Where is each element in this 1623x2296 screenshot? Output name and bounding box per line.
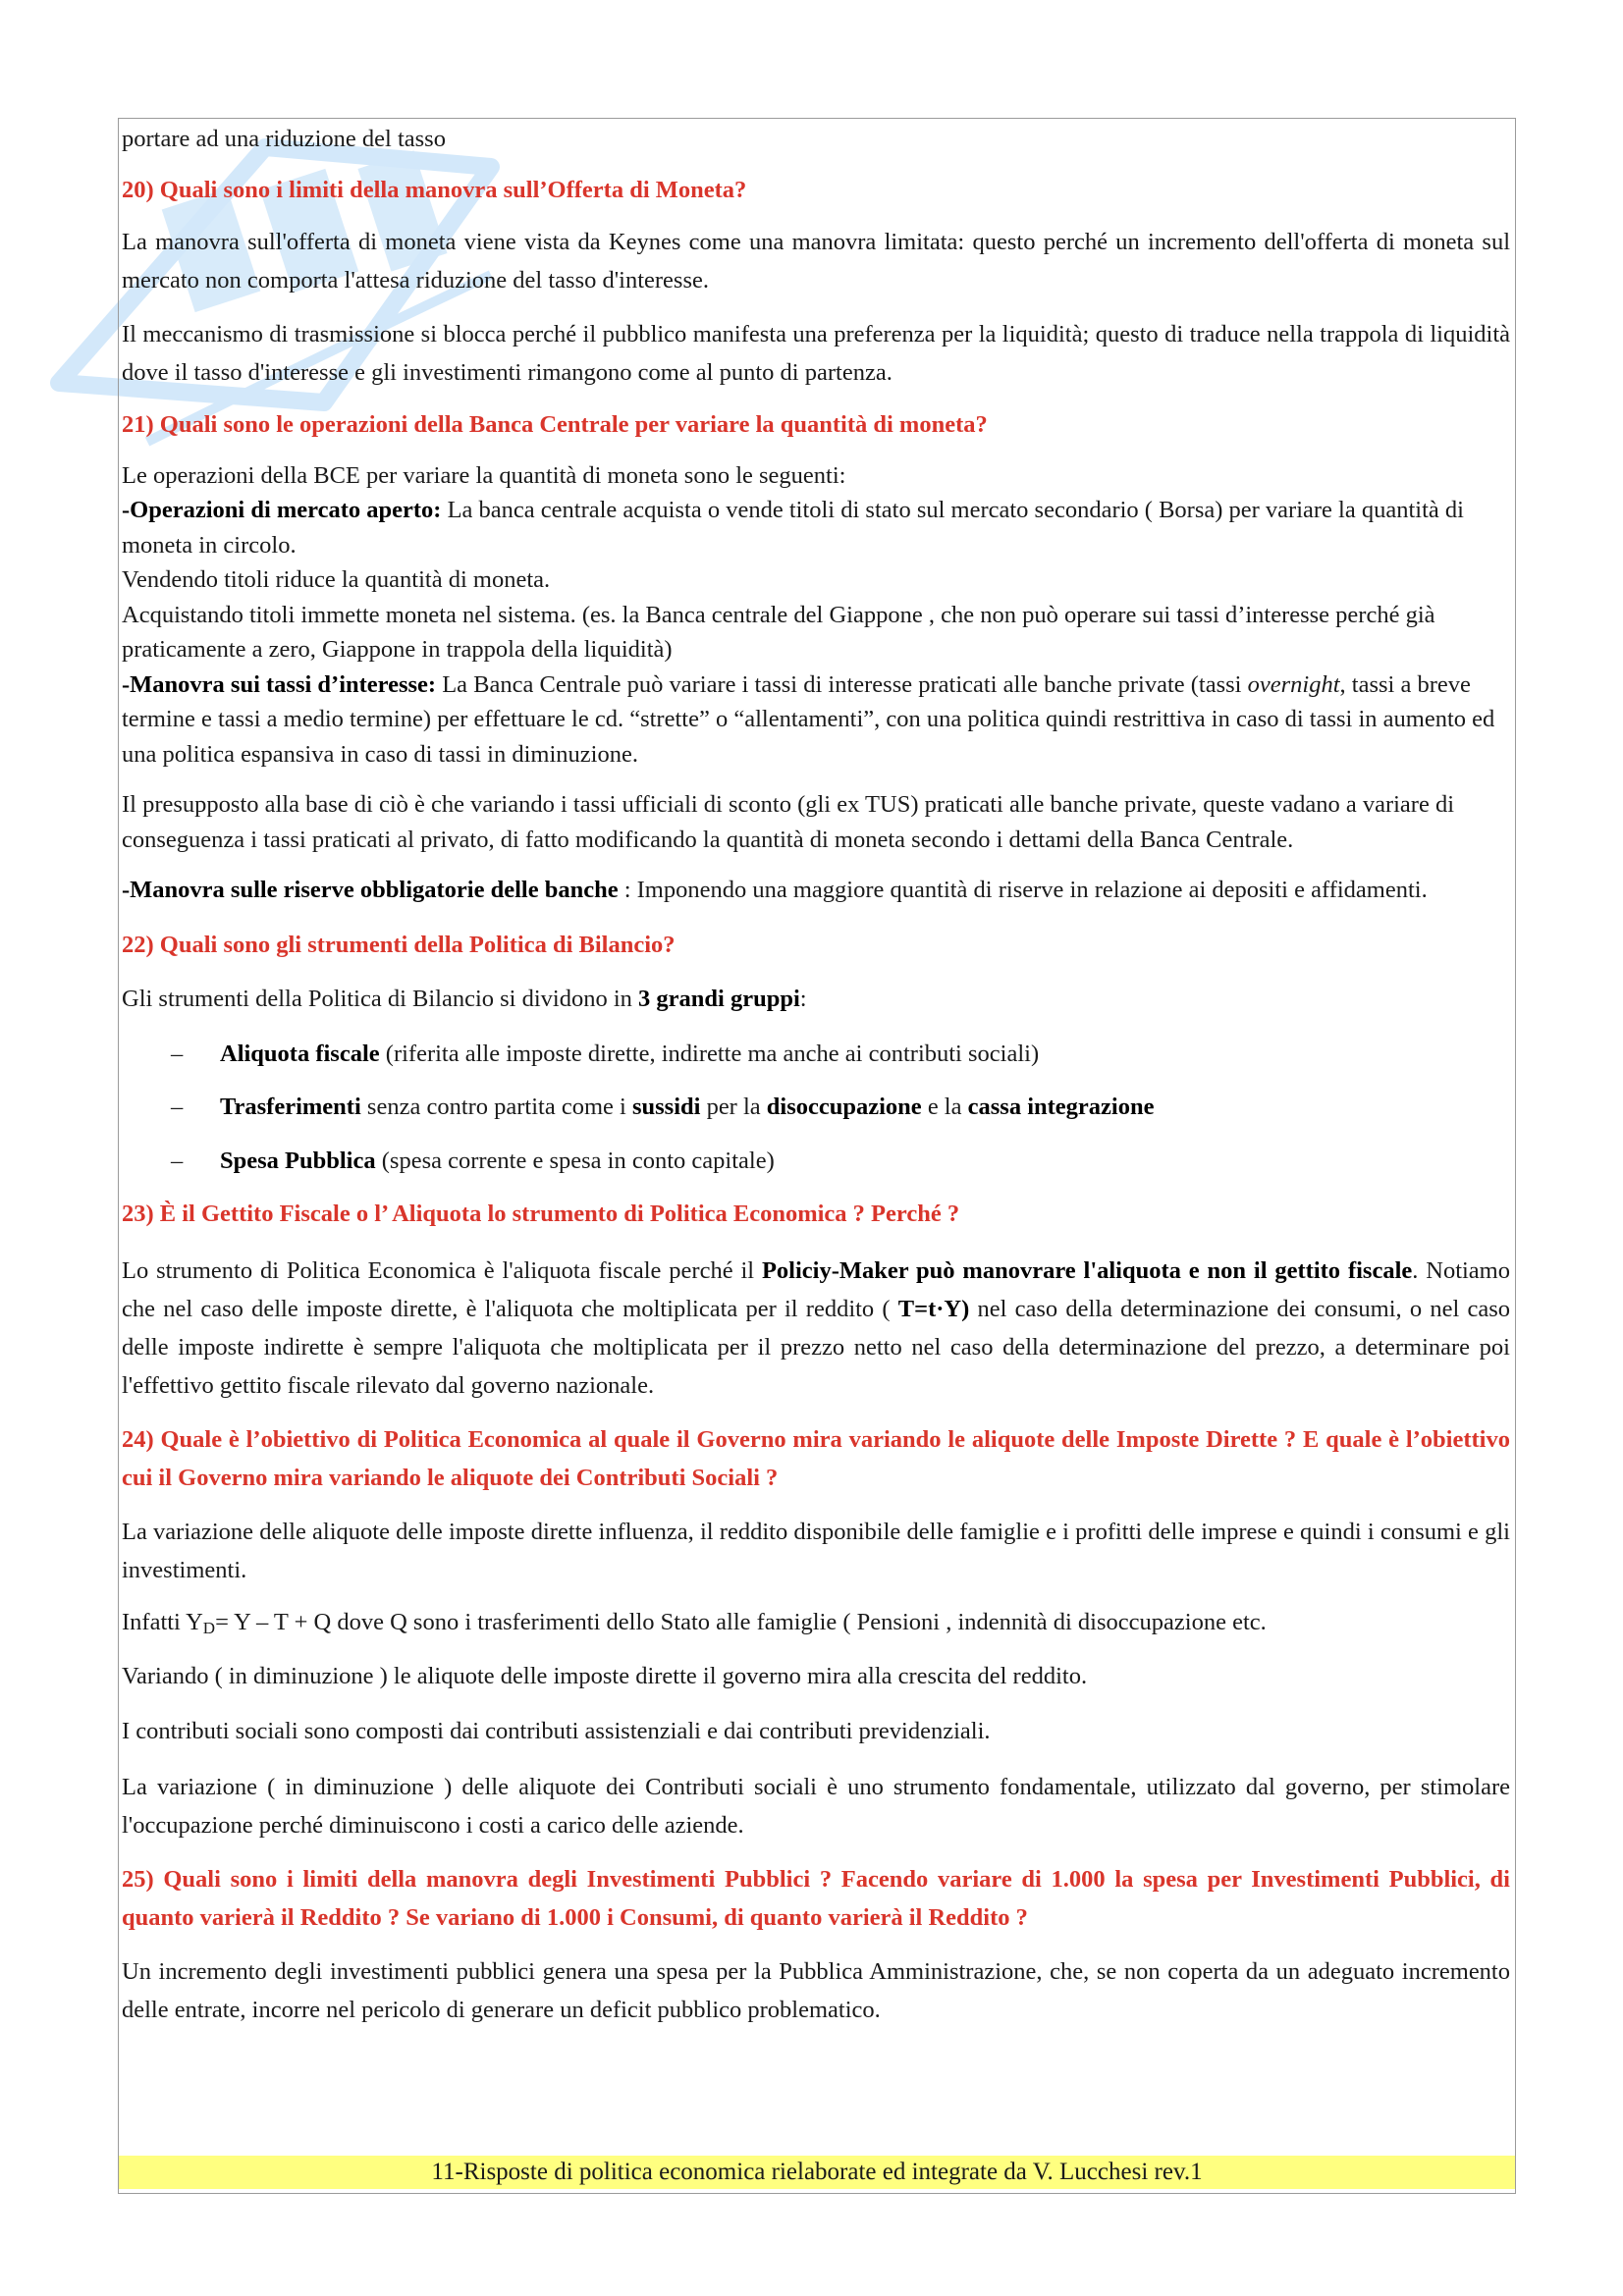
interest-rates-title: -Manovra sui tassi d’interesse:: [122, 670, 437, 698]
budget-tools-list: [122, 1037, 1510, 1179]
first-line: portare ad una riduzione del tasso: [122, 126, 446, 152]
question-22: 22) Quali sono gli strumenti della Politica di Bilancio?: [122, 931, 676, 958]
formula-y: Infatti Y: [122, 1608, 203, 1635]
question-20: 20) Quali sono i limiti della manovra sull’Offerta di Moneta?: [122, 176, 747, 203]
answer-21-reserves: [122, 873, 1510, 908]
answer-24-paragraph-5: La variazione ( in diminuzione ) delle aliquote dei Contributi sociali è uno strumento fondamentale, utilizzato dal governo, per stimolare l'occupazione perché diminuiscono i costi a carico delle aziende.: [122, 1774, 1510, 1839]
reserves-title: -Manovra sulle riserve obbligatorie delle banche: [122, 877, 619, 903]
open-market-title: -Operazioni di mercato aperto:: [122, 497, 442, 523]
answer-23-text-3: nel caso della determinazione dei consumi, o nel caso delle imposte indirette è sempre l'aliquota che moltiplicata per il prezzo netto nel caso della determinazione del prezzo, a determinare poi l'effettivo gettito fiscale rilevato dal governo nazionale.: [122, 1295, 1510, 1399]
page-footer: 11-Risposte di politica economica rielaborate ed integrate da V. Lucchesi rev.1: [119, 2156, 1515, 2189]
question-25: 25) Quali sono i limiti della manovra degli Investimenti Pubblici ? Facendo variare di 1.000 la spesa per Investimenti Pubblici, di quanto varierà il Reddito ? Se variano di 1.000 i Consumi, di quanto varierà il Reddito ?: [122, 1866, 1510, 1931]
answer-23: [122, 1252, 1510, 1405]
formula-subscript: D: [202, 1618, 216, 1637]
list-item: [122, 1037, 1510, 1072]
item-3-bold: Spesa Pubblica: [220, 1147, 376, 1174]
item-1-bold: Aliquota fiscale: [220, 1040, 380, 1067]
answer-21-intro: Le operazioni della BCE per variare la quantità di moneta sono le seguenti:: [122, 461, 846, 489]
question-21: 21) Quali sono le operazioni della Banca Centrale per variare la quantità di moneta?: [122, 411, 988, 438]
item-2-bold-3: disoccupazione: [766, 1094, 922, 1120]
interest-rates-text-b: , tassi a breve termine e tassi a medio termine) per effettuare le cd. “strette” o “allentamenti”, con una politica quindi restrittiva in caso di tassi in aumento ed una politica espansiva in caso di tassi in diminuzione.: [122, 670, 1495, 768]
answer-23-formula: T=t·Y): [897, 1295, 970, 1322]
reserves-text: : Imponendo una maggiore quantità di riserve in relazione ai depositi e affidamenti.: [618, 877, 1428, 903]
question-23: 23) È il Gettito Fiscale o l’ Aliquota lo strumento di Politica Economica ? Perché ?: [122, 1201, 960, 1227]
overnight-term: overnight: [1247, 670, 1340, 698]
item-2-bold-2: sussidi: [631, 1094, 701, 1120]
question-24: 24) Quale è l’obiettivo di Politica Economica al quale il Governo mira variando le aliquote delle Imposte Dirette ? E quale è l’obiettivo cui il Governo mira variando le aliquote dei Contributi Sociali ?: [122, 1425, 1510, 1491]
answer-22-intro: [122, 982, 1510, 1017]
intro-bold: 3 grandi gruppi: [638, 986, 800, 1012]
dash-bullet: –: [171, 1040, 184, 1067]
answer-20-paragraph-1: La manovra sull'offerta di moneta viene vista da Keynes come una manovra limitata: questo perché un incremento dell'offerta di moneta sul mercato non comporta l'attesa riduzione del tasso d'interesse.: [122, 229, 1510, 294]
answer-21-interest-rates: [122, 667, 1510, 773]
item-2-text-2: per la: [700, 1094, 767, 1120]
answer-25-paragraph-1: Un incremento degli investimenti pubblici genera una spesa per la Pubblica Amministrazione, che, se non coperta da un adeguato incremento delle entrate, incorre nel pericolo di generare un deficit pubblico problematico.: [122, 1958, 1510, 2023]
formula-rest: = Y – T + Q dove Q sono i trasferimenti dello Stato alle famiglie ( Pensioni , indennità di disoccupazione etc.: [215, 1608, 1267, 1635]
intro-colon: :: [799, 986, 807, 1012]
intro-text: Gli strumenti della Politica di Bilancio si dividono in: [122, 986, 639, 1012]
document-body: [122, 122, 1510, 2045]
open-market-text: La banca centrale acquista o vende titoli di stato sul mercato secondario ( Borsa) per variare la quantità di moneta in circolo.: [122, 497, 1464, 559]
answer-24-paragraph-4: I contributi sociali sono composti dai contributi assistenziali e dai contributi previdenziali.: [122, 1717, 991, 1744]
answer-21-open-market: [122, 493, 1510, 562]
interest-rates-text-a: La Banca Centrale può variare i tassi di interesse praticati alle banche private (tassi: [436, 670, 1248, 698]
answer-21-presupposto: Il presupposto alla base di ciò è che variando i tassi ufficiali di sconto (gli ex TUS) praticati alle banche private, queste vadano a variare di conseguenza i tassi praticati al privato, di fatto modificando la quantità di moneta secondo i dettami della Banca Centrale.: [122, 791, 1455, 853]
answer-21-selling: Vendendo titoli riduce la quantità di moneta.: [122, 566, 551, 593]
answer-23-text-2: . Notiamo che nel caso delle imposte dirette, è l'aliquota che moltiplicata per il reddito (: [122, 1256, 1510, 1322]
item-3-text: (spesa corrente e spesa in conto capitale): [375, 1147, 775, 1174]
item-2-text-3: e la: [921, 1094, 968, 1120]
answer-23-text-1: Lo strumento di Politica Economica è l'aliquota fiscale perché il: [122, 1256, 762, 1284]
answer-21-buying: Acquistando titoli immette moneta nel sistema. (es. la Banca centrale del Giappone , che non può operare sui tassi d’interesse perché già praticamente a zero, Giappone in trappola della liquidità): [122, 601, 1435, 663]
answer-24-paragraph-3: Variando ( in diminuzione ) le aliquote delle imposte dirette il governo mira alla crescita del reddito.: [122, 1663, 1088, 1689]
item-1-text: (riferita alle imposte dirette, indirette ma anche ai contributi sociali): [379, 1040, 1040, 1067]
answer-23-bold-1: Policiy-Maker può manovrare l'aliquota e non il gettito fiscale: [761, 1256, 1413, 1284]
answer-24-paragraph-1: La variazione delle aliquote delle imposte dirette influenza, il reddito disponibile delle famiglie e i profitti delle imprese e quindi i consumi e gli investimenti.: [122, 1518, 1510, 1583]
list-item: [122, 1090, 1510, 1125]
list-item: [122, 1144, 1510, 1179]
answer-24-formula: [122, 1605, 1510, 1640]
item-2-bold-4: cassa integrazione: [967, 1094, 1155, 1120]
answer-20-paragraph-2: Il meccanismo di trasmissione si blocca perché il pubblico manifesta una preferenza per la liquidità; questo di traduce nella trappola di liquidità dove il tasso d'interesse e gli investimenti rimangono come al punto di partenza.: [122, 321, 1510, 386]
dash-bullet: –: [171, 1147, 184, 1174]
item-2-text-1: senza contro partita come i: [360, 1094, 632, 1120]
item-2-bold: Trasferimenti: [220, 1094, 361, 1120]
dash-bullet: –: [171, 1094, 184, 1120]
